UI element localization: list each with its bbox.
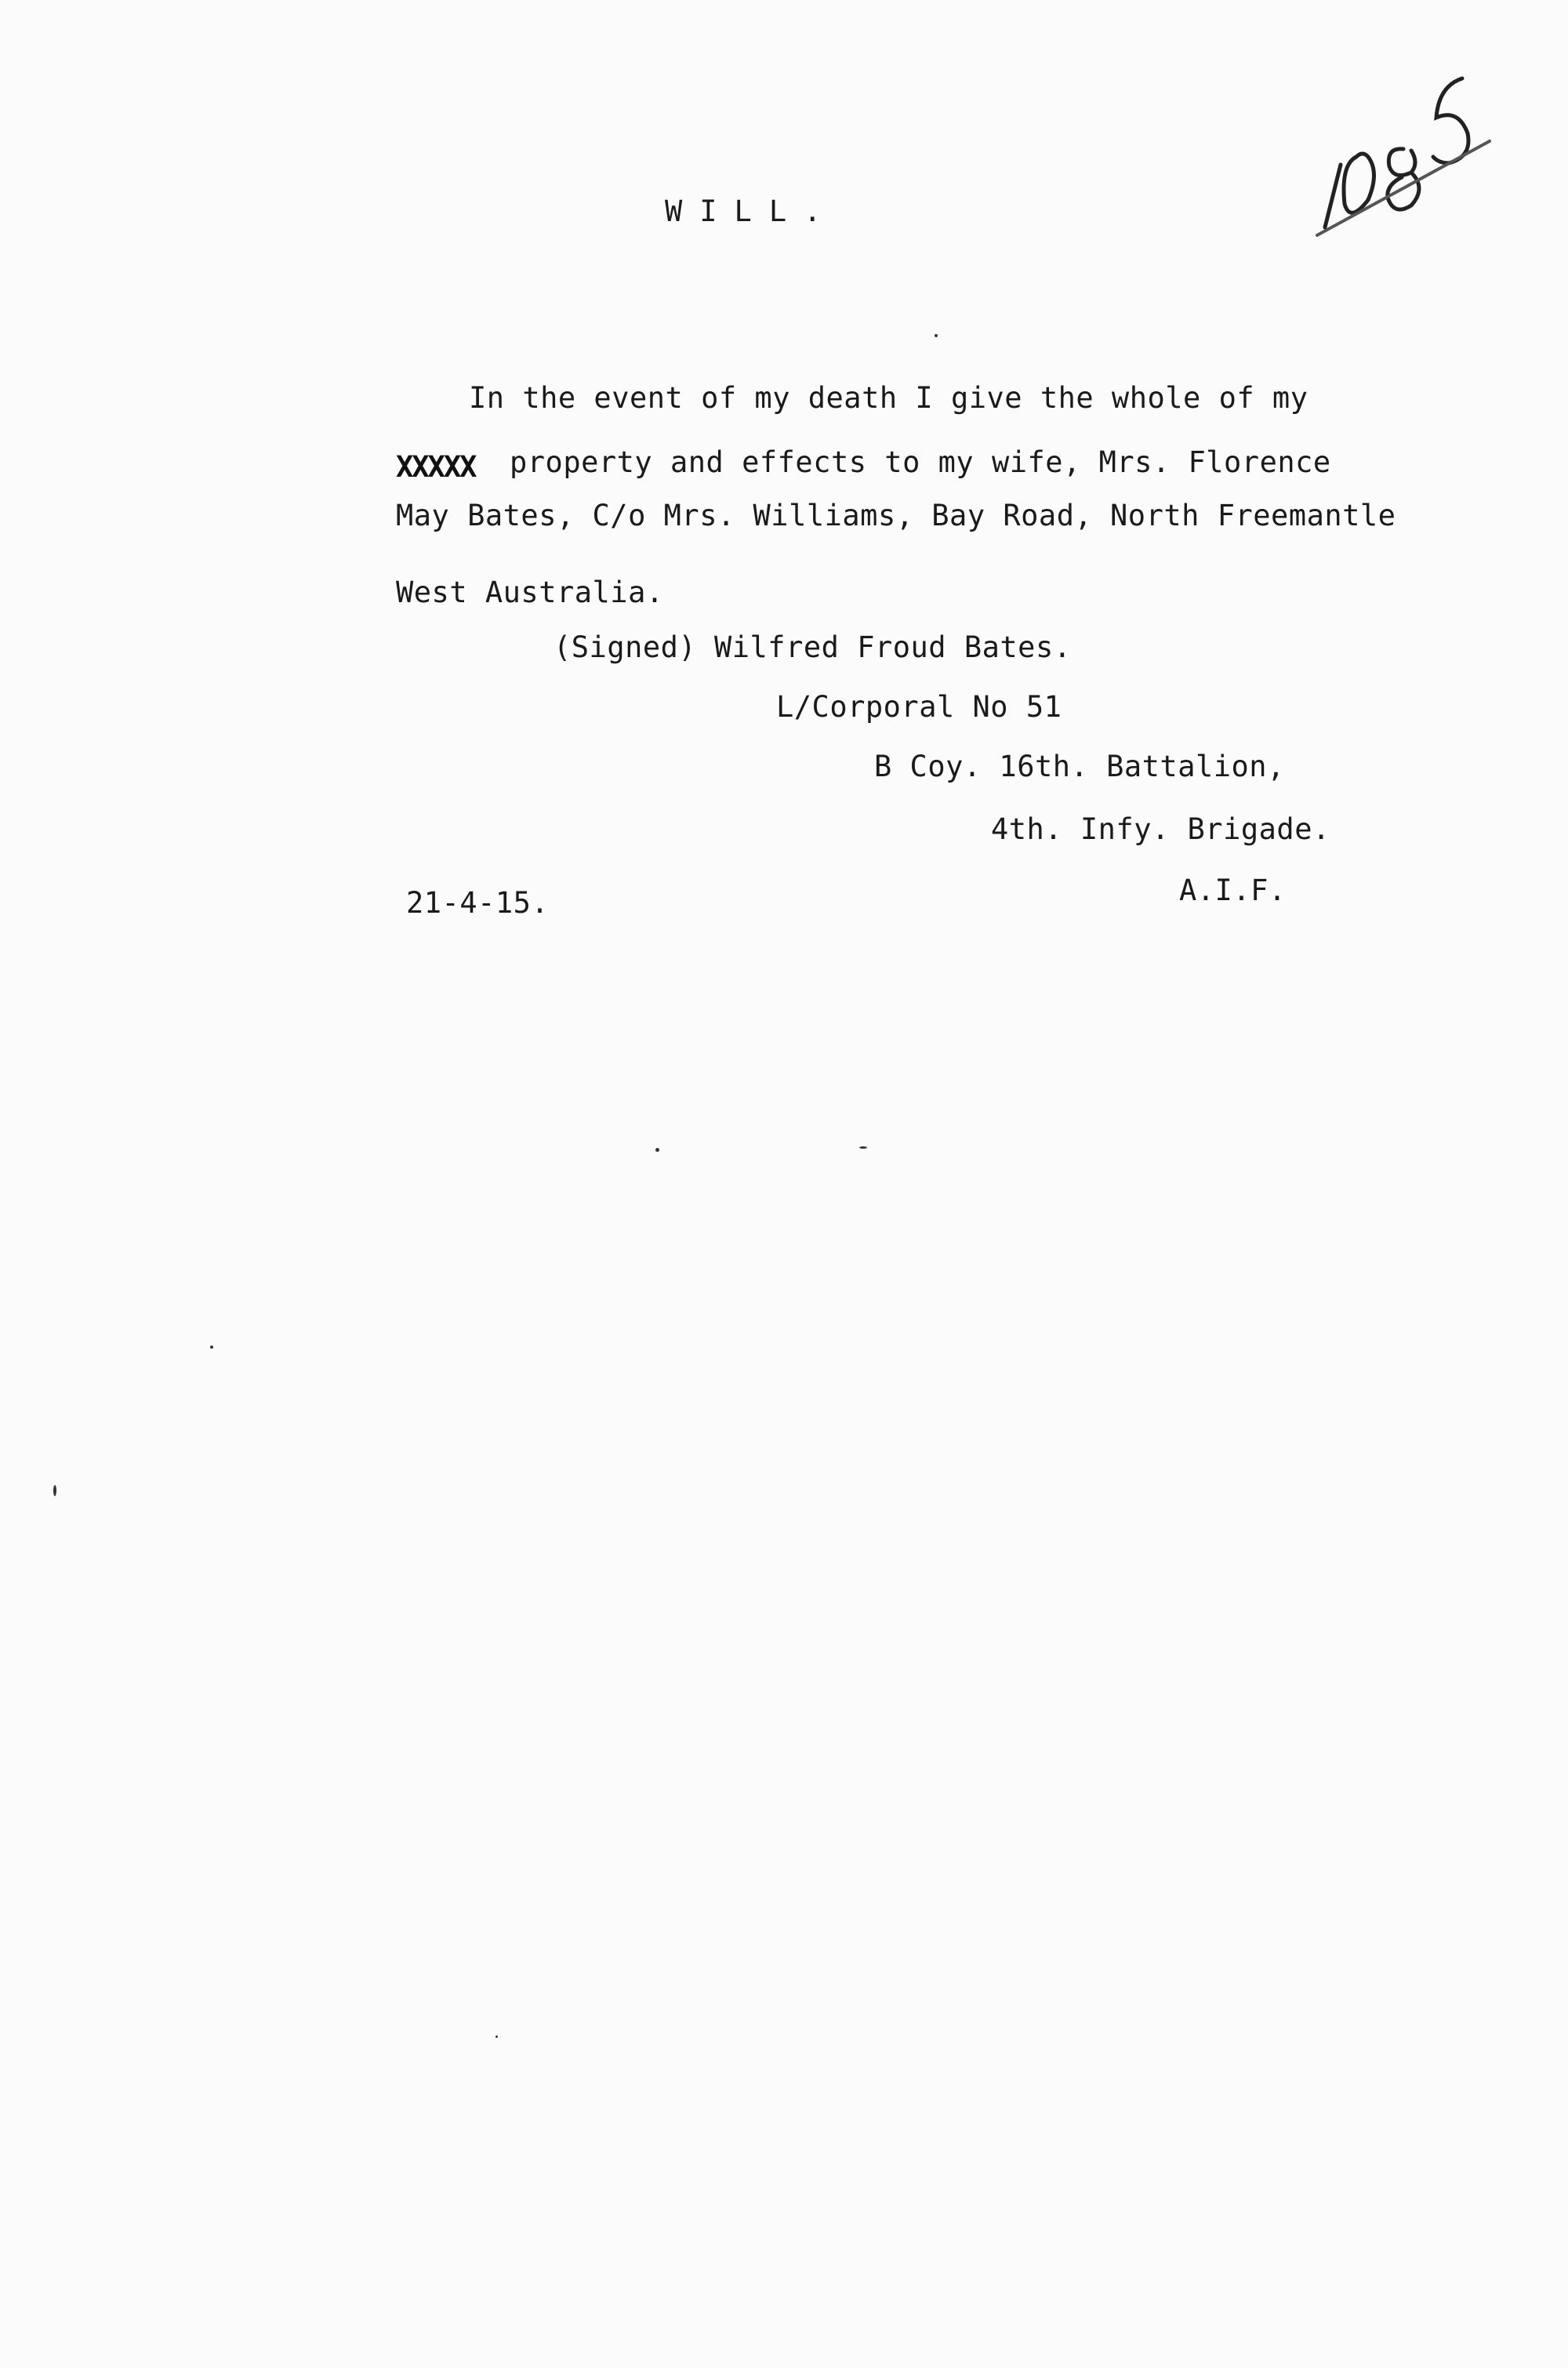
force-line: A.I.F.	[1179, 873, 1287, 907]
rank-line: L/Corporal No 51	[776, 690, 1062, 724]
will-body-line-4: West Australia.	[396, 576, 664, 609]
paper-speck	[935, 334, 938, 337]
document-date: 21-4-15.	[406, 886, 550, 920]
paper-speck	[53, 1485, 56, 1496]
paper-speck	[495, 2036, 498, 2038]
signed-line: (Signed) Wilfred Froud Bates.	[554, 630, 1072, 664]
struck-out-text: XXXXX	[396, 450, 476, 484]
will-body-line-2: property and effects to my wife, Mrs. Florence	[510, 445, 1331, 479]
paper-speck	[859, 1146, 867, 1149]
paper-speck	[655, 1148, 659, 1152]
will-body-line-1: In the event of my death I give the whole of my	[469, 381, 1308, 415]
paper-speck	[210, 1346, 213, 1349]
brigade-line: 4th. Infy. Brigade.	[991, 812, 1330, 846]
handwritten-folio-number	[1294, 31, 1513, 251]
will-body-line-3: May Bates, C/o Mrs. Williams, Bay Road, North Freemantle	[396, 499, 1396, 532]
document-title: WILL.	[665, 194, 839, 228]
company-line: B Coy. 16th. Battalion,	[874, 750, 1285, 783]
